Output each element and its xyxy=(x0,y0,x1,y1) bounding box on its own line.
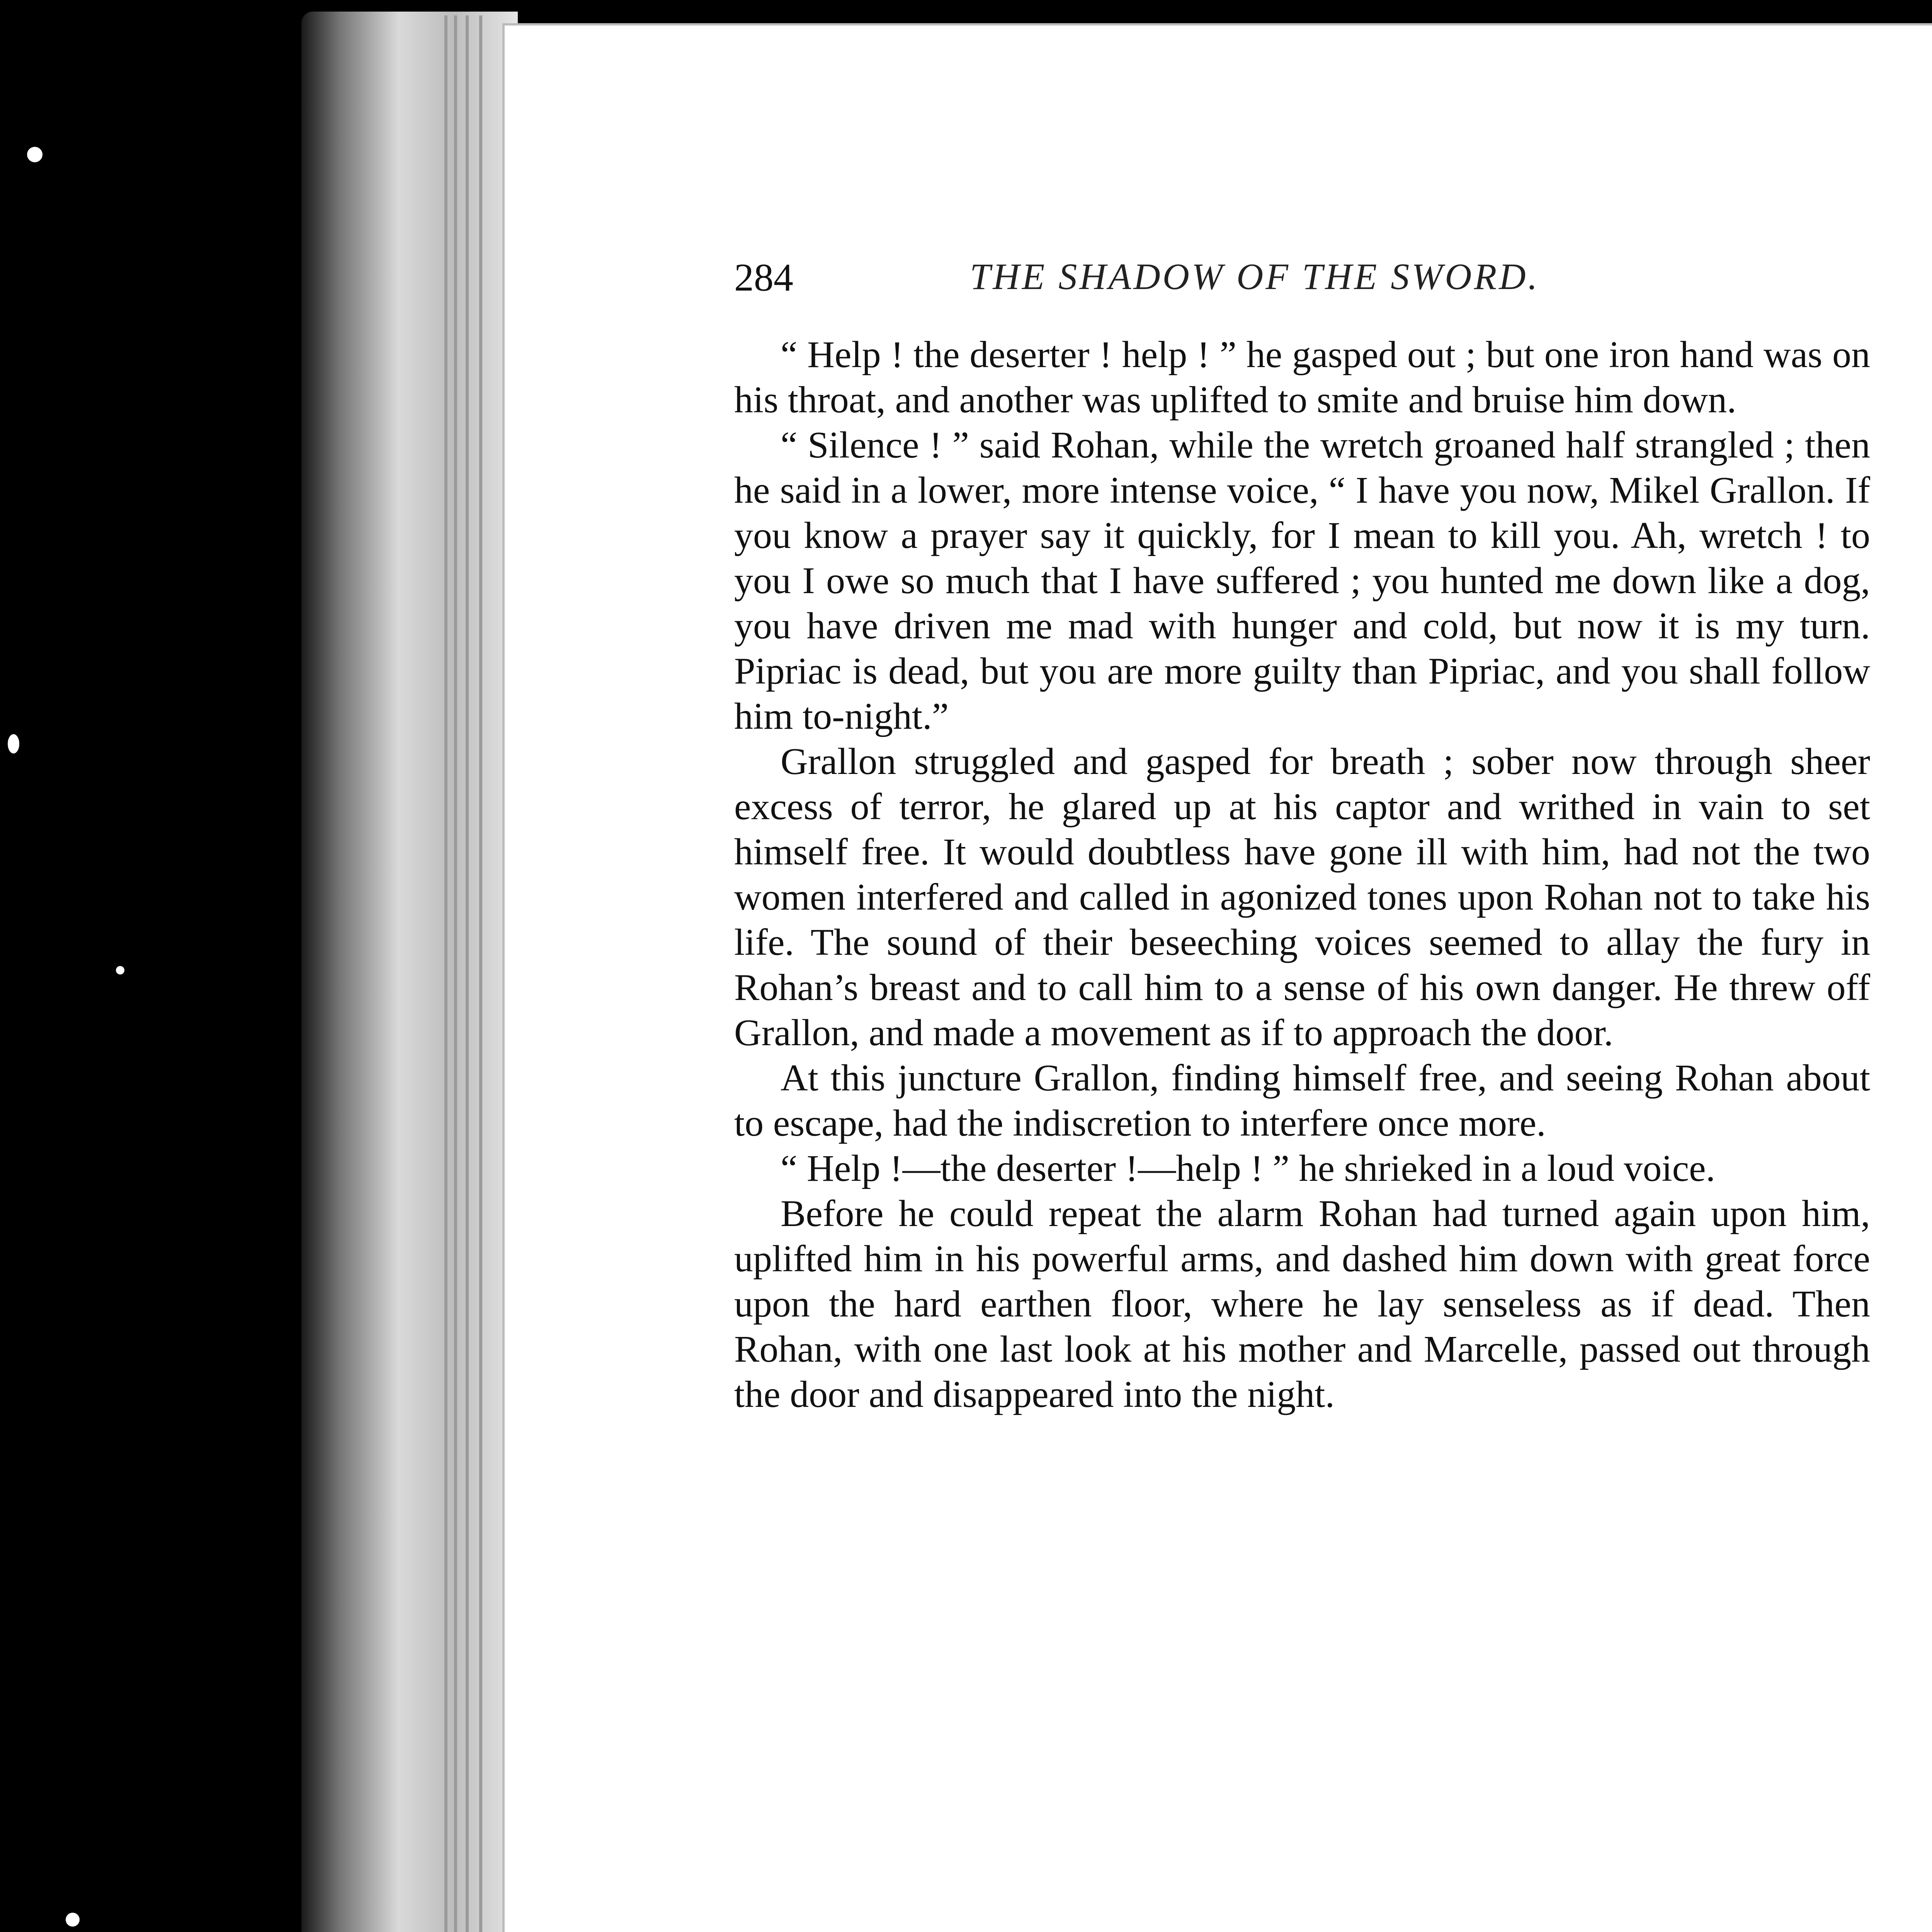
page-edge-line xyxy=(479,15,482,1932)
paragraph: “ Help !—the deserter !—help ! ” he shrieked in a loud voice. xyxy=(781,1148,1716,1189)
dust-speck xyxy=(66,1913,80,1927)
paragraph: “ Help ! the deserter ! help ! ” he gasped out ; but one iron hand was on his throat, and another was uplifted to smite and bruise him down. xyxy=(734,334,1870,421)
paragraph: At this juncture Grallon, finding himself free, and seeing Rohan about to escape, had the indiscretion to interfere once more. xyxy=(734,1057,1870,1144)
dust-speck xyxy=(8,734,19,753)
page-number: 284 xyxy=(734,256,793,299)
paragraph: Grallon struggled and gasped for breath ; sober now through sheer excess of terror, he glared up at his captor and writhed in vain to set himself free. It would doubtless have gone ill with him, had not the two women interfered and called in agonized tones upon Rohan not to take his life. The sound of their beseeching voices seemed to allay the fury in Rohan’s breast and to call him to a sense of his own danger. He threw off Grallon, and made a movement as if to approach the door. xyxy=(734,741,1870,1054)
paragraph: “ Silence ! ” said Rohan, while the wretch groaned half strangled ; then he said in a lower, more intense voice, “ I have you now, Mikel Grallon. If you know a prayer say it quickly, for I mean to kill you. Ah, wretch ! to you I owe so much that I have suffered ; you hunted me down like a dog, you have driven me mad with hunger and cold, but now it is my turn. Pipriac is dead, but you are more guilty than Pipriac, and you shall follow him to-night.” xyxy=(734,424,1870,737)
running-head: THE SHADOW OF THE SWORD. xyxy=(970,256,1540,297)
dust-speck xyxy=(116,966,124,975)
page-edge-line xyxy=(444,15,447,1932)
page-edges xyxy=(301,12,518,1932)
dust-speck xyxy=(27,147,43,162)
page-header xyxy=(734,247,1623,309)
page-edge-line xyxy=(454,15,457,1932)
body-text xyxy=(734,332,1870,1417)
paragraph: Before he could repeat the alarm Rohan had turned again upon him, uplifted him in his powerful arms, and dashed him down with great force upon the hard earthen floor, where he lay senseless as if dead. Then Rohan, with one last look at his mother and Marcelle, passed out through the door and disappeared into the night. xyxy=(734,1193,1870,1415)
page-edge-line xyxy=(466,15,469,1932)
